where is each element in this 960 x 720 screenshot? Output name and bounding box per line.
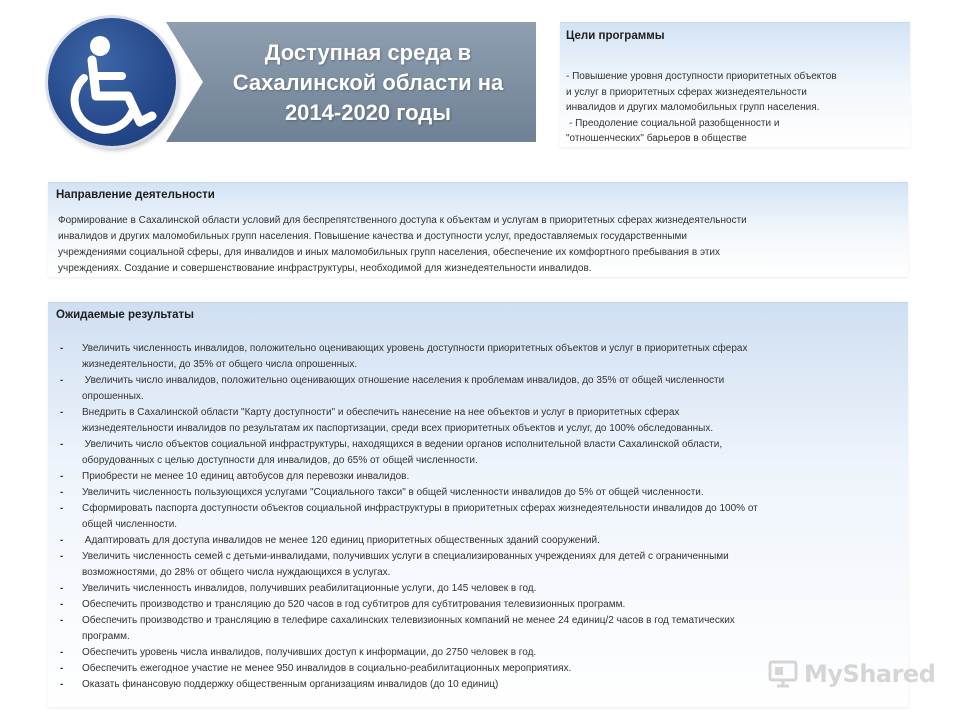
bullet-dash: - (60, 471, 64, 482)
result-item-line: Обеспечить производство и трансляцию в телефире сахалинских телевизионных компаний не менее 24 единиц/2 часов в год тематических (82, 615, 735, 626)
result-item (60, 613, 900, 645)
page-title-line: 2014-2020 годы (284, 100, 452, 125)
result-item-line: Обеспечить уровень числа инвалидов, получивших доступ к информации, до 2750 человек в год. (82, 647, 537, 658)
goals-line: - Преодоление социальной разобщенности и (569, 117, 780, 129)
result-item-line: Обеспечить ежегодное участие не менее 950 инвалидов в социально-реабилитационных мероприятиях. (82, 663, 572, 674)
result-item-line: Внедрить в Сахалинской области "Карту доступности" и обеспечить нанесение на нее объектов и услуг в приоритетных сферах (82, 407, 680, 418)
header (48, 18, 538, 146)
page-title-line: Доступная среда в (264, 40, 472, 65)
goals-panel (560, 22, 910, 147)
result-item (60, 373, 900, 405)
result-item-line: Увеличить численность пользующихся услугами "Социального такси" в общей численности инвалидов до 5% от общей численности. (82, 487, 704, 498)
bullet-dash: - (60, 615, 64, 626)
result-item-line: возможностями, до 28% от общего числа нуждающихся в услугах. (82, 567, 391, 578)
result-item-line: оборудованных с целью доступности для инвалидов, до 65% от общей численности. (82, 455, 478, 466)
result-item-line: Оказать финансовую поддержку общественным организациям инвалидов (до 10 единиц) (82, 679, 499, 690)
bullet-dash: - (60, 663, 64, 674)
result-item (60, 549, 900, 581)
bullet-dash: - (60, 487, 64, 498)
goals-line: инвалидов и других маломобильных групп населения. (566, 102, 820, 113)
result-item-line: Увеличить численность семей с детьми-инвалидами, получивших услуги в специализированных учреждениях для детей с ограниченными (82, 551, 729, 562)
direction-line: учреждениями социальной сферы, для инвалидов и иных маломобильных групп населения, обеспечение их комфортного пребывания в этих (58, 247, 721, 258)
projector-screen-icon (768, 659, 798, 689)
bullet-dash: - (60, 679, 64, 690)
result-item-line: Увеличить численность инвалидов, получивших реабилитационные услуги, до 145 человек в год. (82, 583, 537, 594)
result-item-line: программ. (82, 631, 130, 642)
result-item-line: Обеспечить производство и трансляцию до 520 часов в год субтитров для субтитрования телевизионных программ. (82, 599, 626, 610)
direction-title: Направление деятельности (56, 189, 215, 201)
result-item (60, 437, 900, 469)
goals-text (566, 69, 906, 147)
result-item-line: Сформировать паспорта доступности объектов социальной инфраструктуры в приоритетных сферах жизнедеятельности инвалидов до 100% от (82, 503, 758, 514)
bullet-dash: - (60, 583, 64, 594)
bullet-dash: - (60, 535, 64, 546)
results-panel (48, 302, 908, 707)
result-item-line: жизнедеятельности, до 35% от общего числа опрошенных. (82, 359, 358, 370)
result-item (60, 597, 900, 613)
bullet-dash: - (60, 503, 64, 514)
result-item-line: опрошенных. (82, 391, 144, 402)
direction-line: инвалидов и других маломобильных групп населения. Повышение качества и доступности услуг, предоставляемых государственными (58, 231, 688, 242)
result-item (60, 341, 900, 373)
bullet-dash: - (60, 407, 64, 418)
result-item (60, 485, 900, 501)
result-item (60, 469, 900, 485)
bullet-dash: - (60, 343, 64, 354)
results-title: Ожидаемые результаты (56, 309, 194, 321)
page-title-line: Сахалинской области на (232, 70, 504, 95)
bullet-dash: - (60, 599, 64, 610)
watermark-text: MyShared (804, 660, 936, 688)
wheelchair-icon (48, 18, 176, 146)
page-title (208, 38, 528, 128)
results-list (60, 341, 900, 693)
result-item-line: Адаптировать для доступа инвалидов не менее 120 единиц приоритетных общественных зданий сооружений. (82, 535, 600, 546)
result-item (60, 581, 900, 597)
goals-line: - Повышение уровня доступности приоритетных объектов (566, 71, 837, 82)
bullet-dash: - (60, 439, 64, 450)
bullet-dash: - (60, 551, 64, 562)
result-item (60, 501, 900, 533)
direction-text (58, 213, 902, 277)
direction-panel (48, 182, 908, 277)
bullet-dash: - (60, 375, 64, 386)
result-item-line: общей численности. (82, 519, 178, 530)
goals-line: и услуг в приоритетных сферах жизнедеятельности (566, 86, 807, 98)
watermark (768, 656, 938, 692)
bullet-dash: - (60, 647, 64, 658)
result-item-line: жизнедеятельности инвалидов по результатам их паспортизации, среди всех приоритетных объектов и услуг, до 100% обследованных. (82, 423, 714, 434)
direction-line: Формирование в Сахалинской области условий для беспрепятственного доступа к объектам и услугам в приоритетных сферах жизнедеятельности (58, 215, 747, 226)
result-item (60, 533, 900, 549)
direction-line: учреждениях. Создание и совершенствование инфраструктуры, необходимой для жизнедеятельности инвалидов. (58, 263, 592, 274)
goals-line: "отношенческих" барьеров в обществе (566, 133, 747, 144)
result-item-line: Увеличить число инвалидов, положительно оценивающих отношение населения к проблемам инвалидов, до 35% от общей численности (82, 375, 725, 386)
result-item-line: Увеличить численность инвалидов, положительно оценивающих уровень доступности приоритетных объектов и услуг в приоритетных сферах (82, 343, 748, 354)
goals-title: Цели программы (566, 30, 665, 42)
result-item-line: Увеличить число объектов социальной инфраструктуры, находящихся в ведении органов исполнительной власти Сахалинской области, (82, 439, 723, 450)
result-item (60, 405, 900, 437)
result-item-line: Приобрести не менее 10 единиц автобусов для перевозки инвалидов. (82, 471, 410, 482)
